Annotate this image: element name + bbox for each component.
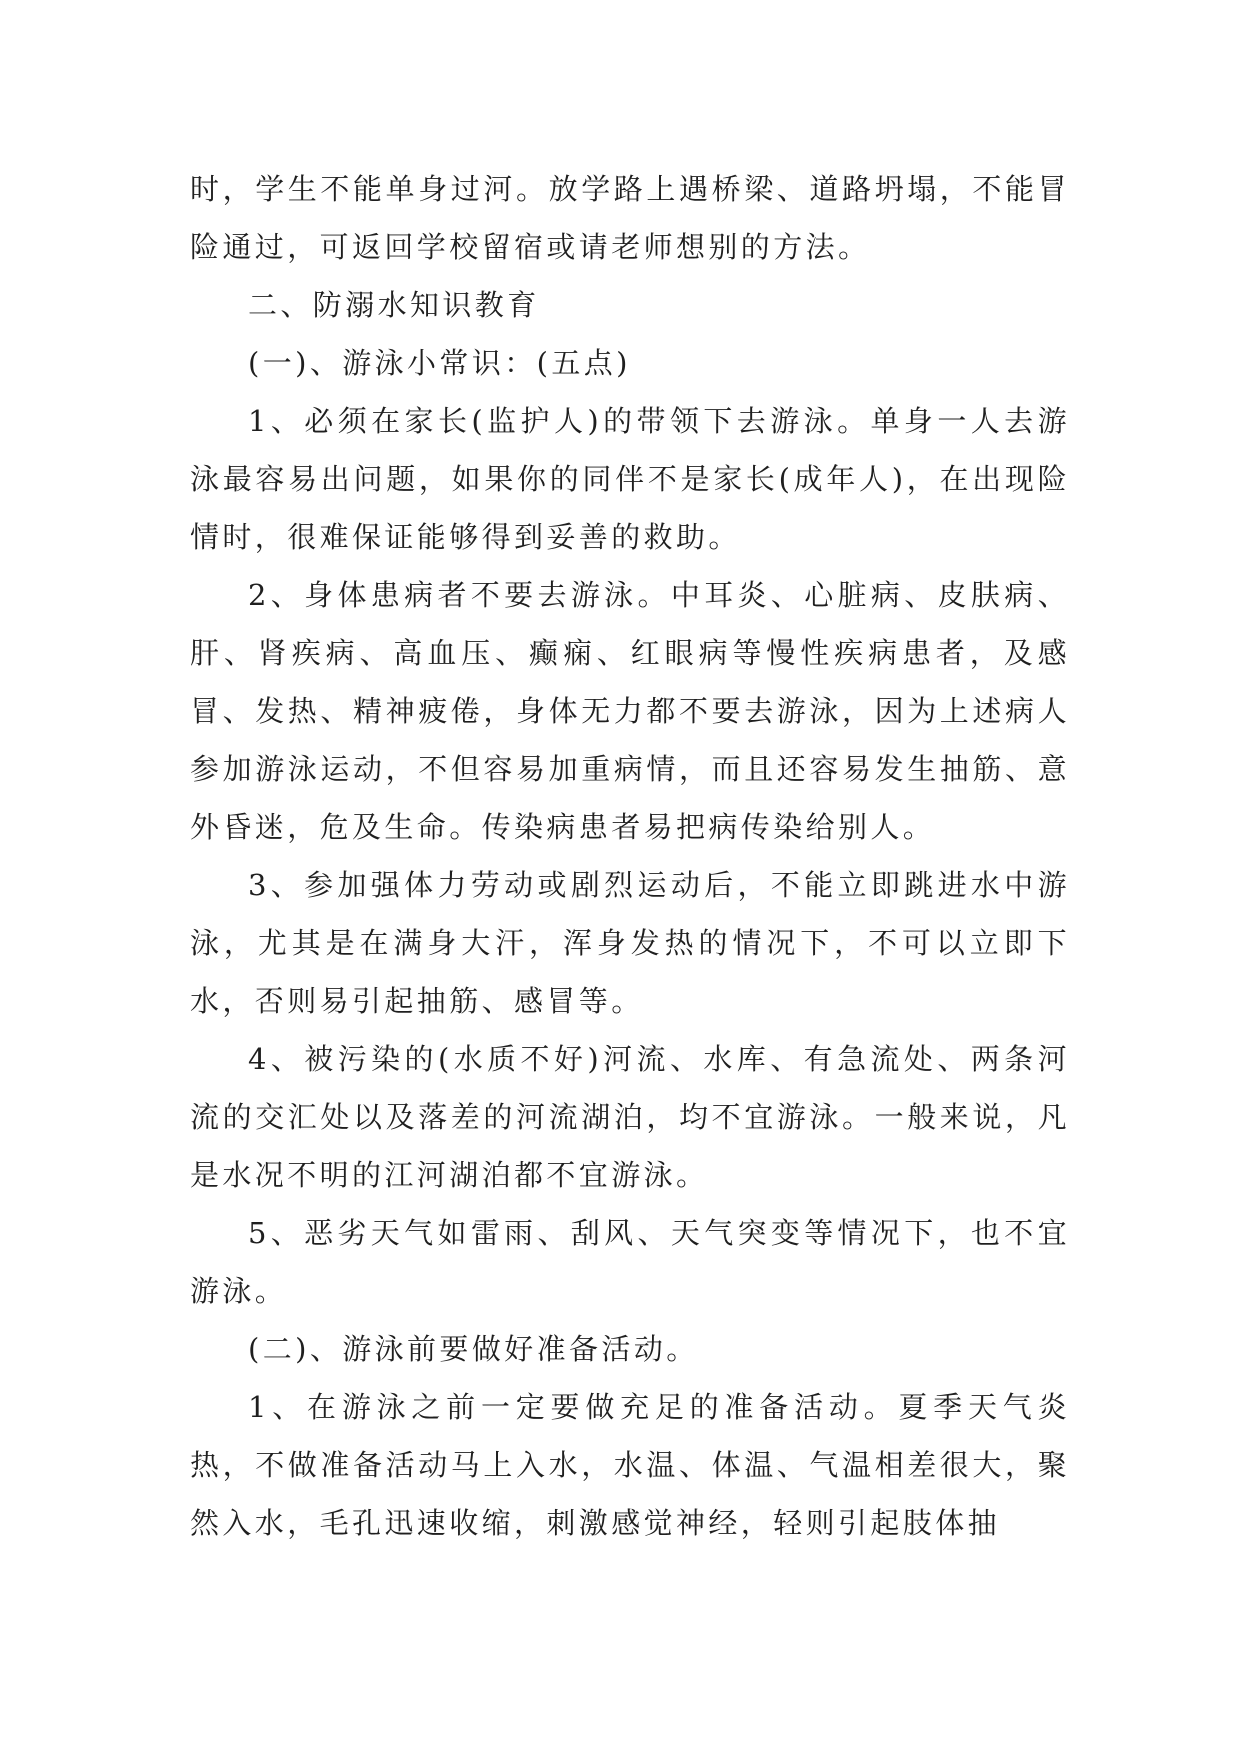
subsection-heading-swimming-tips: (一)、游泳小常识：(五点): [248, 346, 631, 380]
document-body: [190, 160, 1070, 1552]
paragraph-continuation: 时，学生不能单身过河。放学路上遇桥梁、道路坍塌，不能冒险通过，可返回学校留宿或请老师想别的方法。: [190, 172, 1070, 264]
paragraph-tip-5: 5、恶劣天气如雷雨、刮风、天气突变等情况下，也不宜游泳。: [190, 1216, 1070, 1308]
section-heading-anti-drowning: 二、防溺水知识教育: [248, 288, 540, 322]
paragraph-tip-2: 2、身体患病者不要去游泳。中耳炎、心脏病、皮肤病、肝、肾疾病、高血压、癫痫、红眼病等慢性疾病患者，及感冒、发热、精神疲倦，身体无力都不要去游泳，因为上述病人参加游泳运动，不但容易加重病情，而且还容易发生抽筋、意外昏迷，危及生命。传染病患者易把病传染给别人。: [190, 578, 1070, 844]
paragraph-tip-3: 3、参加强体力劳动或剧烈运动后，不能立即跳进水中游泳，尤其是在满身大汗，浑身发热的情况下，不可以立即下水，否则易引起抽筋、感冒等。: [190, 868, 1070, 1018]
paragraph-warmup-1: 1、在游泳之前一定要做充足的准备活动。夏季天气炎热，不做准备活动马上入水，水温、体温、气温相差很大，聚然入水，毛孔迅速收缩，刺激感觉神经，轻则引起肢体抽: [190, 1390, 1070, 1540]
subsection-heading-warmup: (二)、游泳前要做好准备活动。: [248, 1332, 699, 1366]
paragraph-tip-4: 4、被污染的(水质不好)河流、水库、有急流处、两条河流的交汇处以及落差的河流湖泊，均不宜游泳。一般来说，凡是水况不明的江河湖泊都不宜游泳。: [190, 1042, 1070, 1192]
paragraph-tip-1: 1、必须在家长(监护人)的带领下去游泳。单身一人去游泳最容易出问题，如果你的同伴不是家长(成年人)，在出现险情时，很难保证能够得到妥善的救助。: [190, 404, 1070, 554]
